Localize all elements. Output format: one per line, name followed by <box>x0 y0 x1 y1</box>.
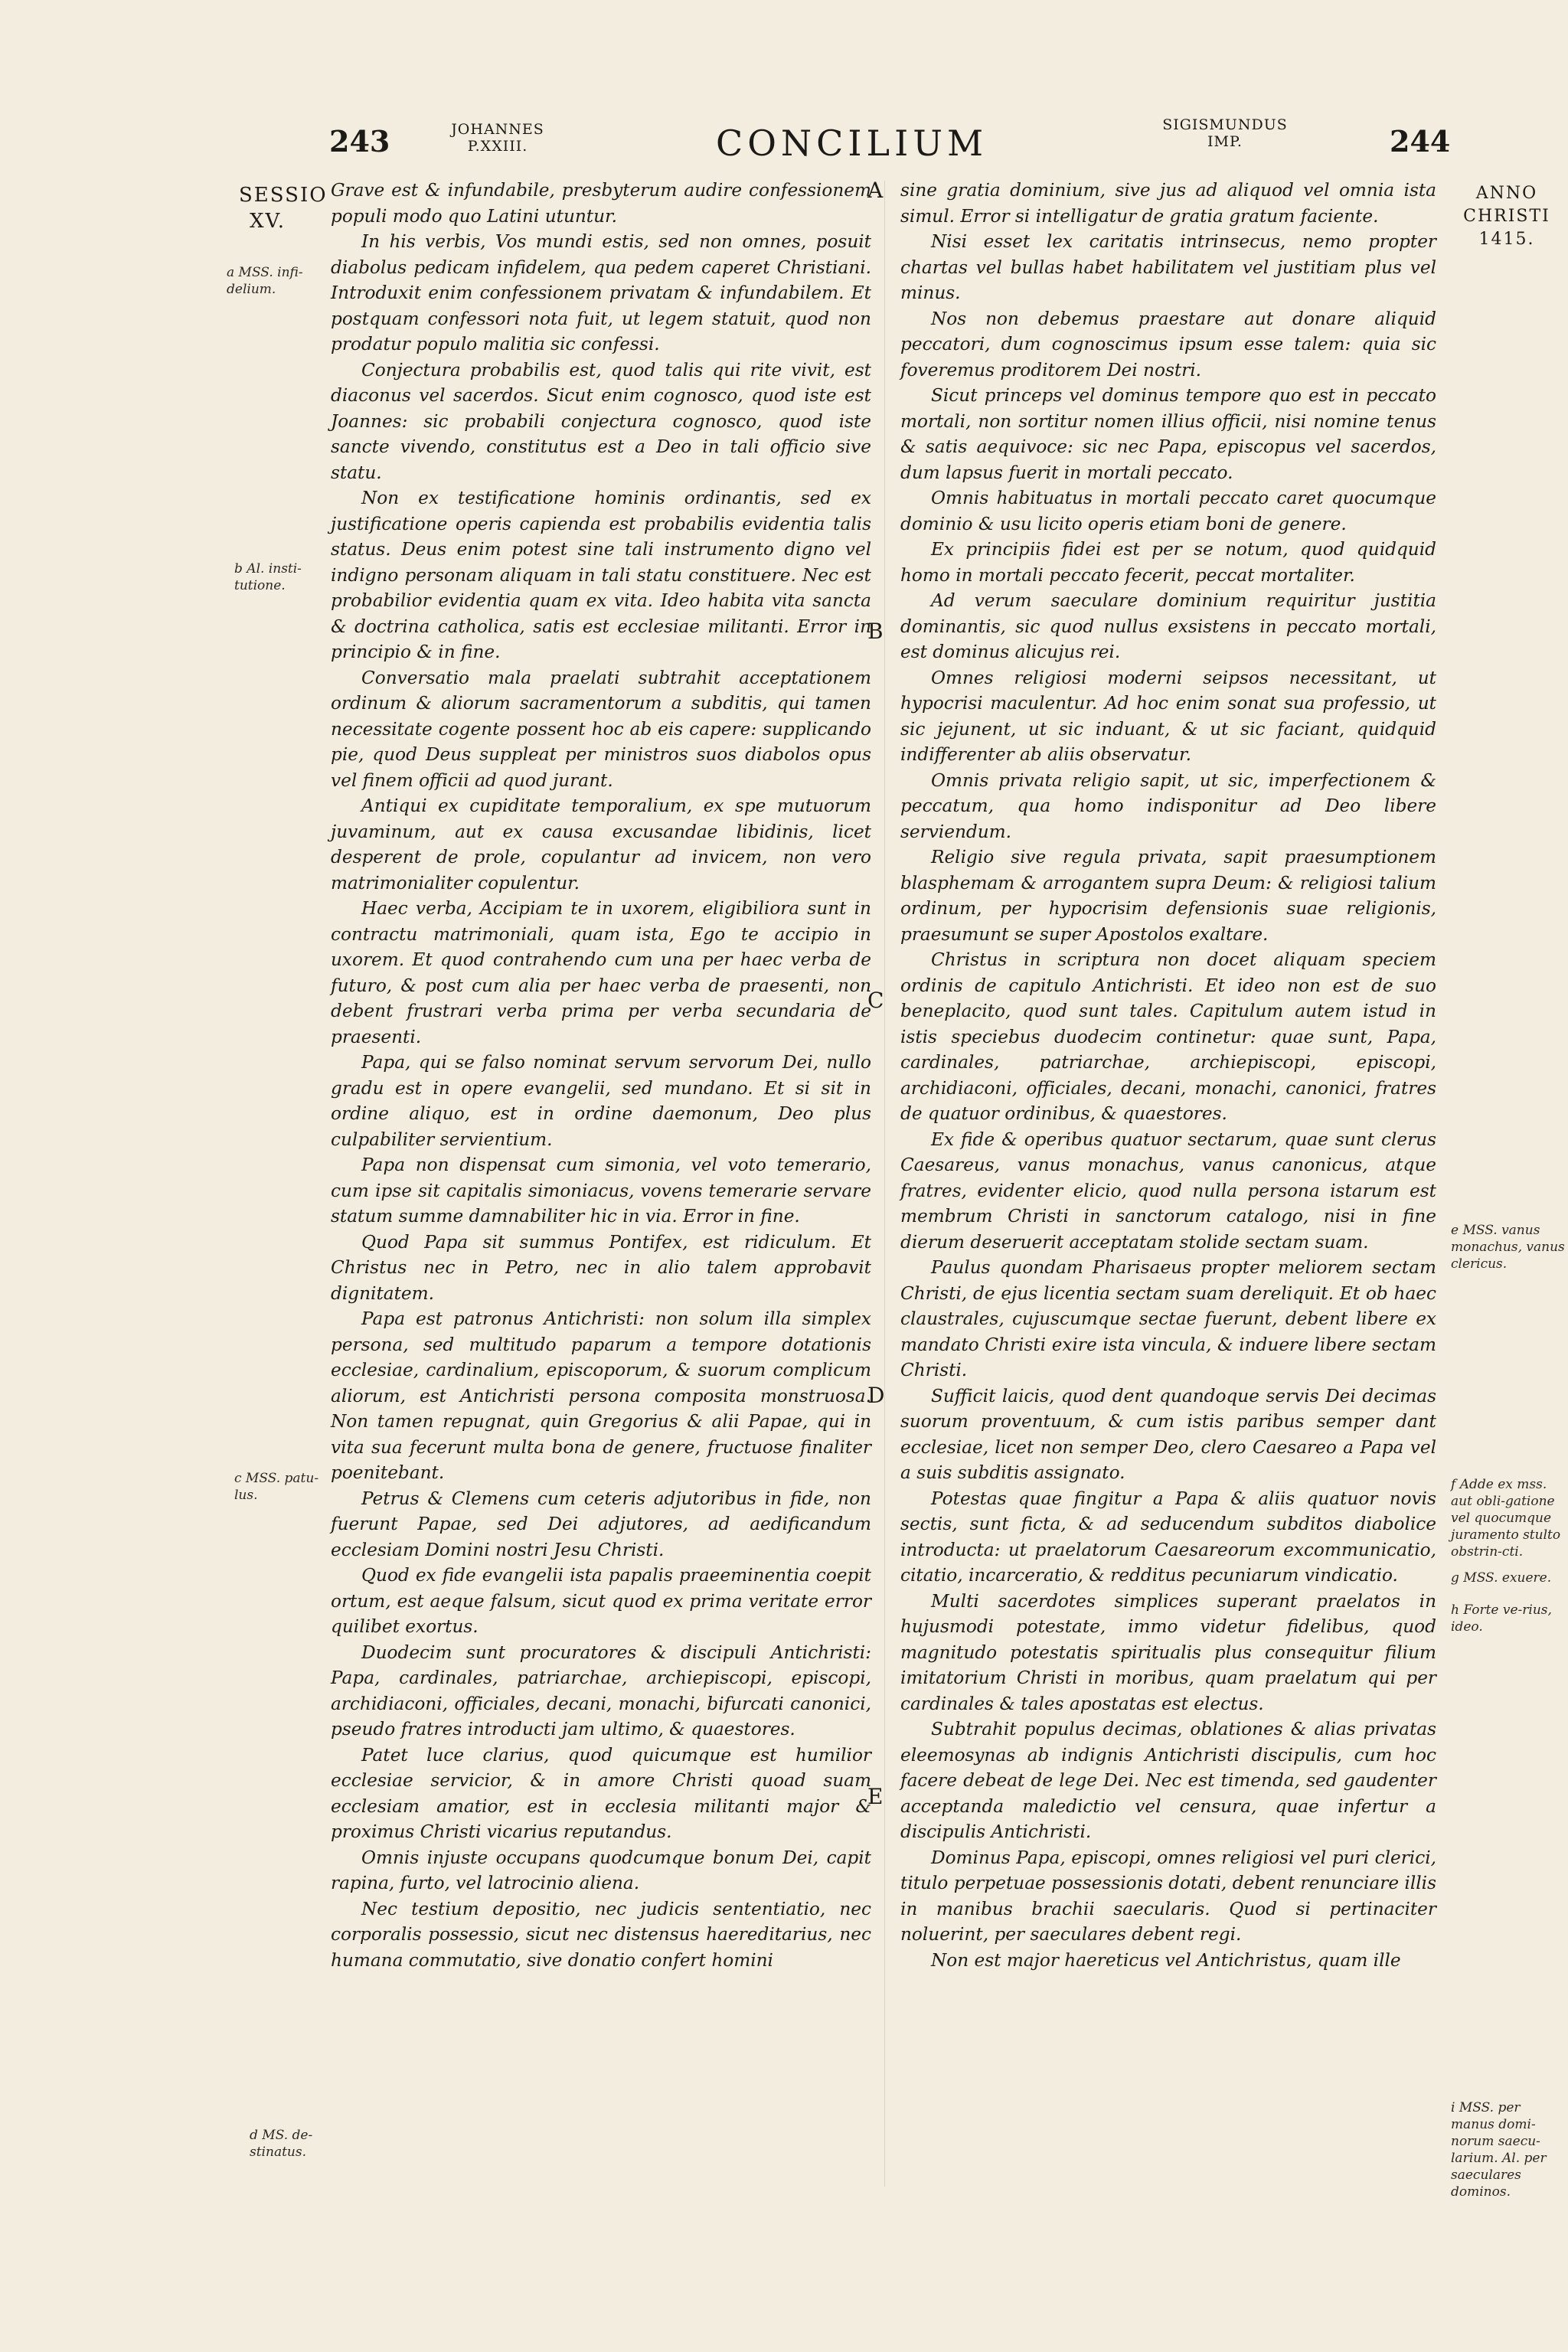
section-letter-c: C <box>867 988 884 1013</box>
paragraph: Omnes religiosi moderni seipsos necessitant, ut hypocrisi maculentur. Ad hoc enim sonat sua professio, ut sic jejunent, ut sic induant, & ut sic faciant, quidquid indifferenter ab aliis observatur. <box>900 667 1436 765</box>
margin-note-b: b Al. insti-tutione. <box>234 561 302 593</box>
column-gutter <box>884 181 885 2187</box>
section-letter-a: A <box>867 178 884 203</box>
text-column-right <box>900 178 1436 1973</box>
paragraph: Nos non debemus praestare aut donare aliquid peccatori, dum cognoscimus ipsum esse talem: quia sic foveremus proditorem Dei nostri. <box>900 308 1436 381</box>
section-letter-b: B <box>867 619 884 644</box>
sessio-word: SESSIO <box>239 184 328 207</box>
paragraph: Sufficit laicis, quod dent quandoque servis Dei decimas suorum proventuum, & cum istis paribus semper dant ecclesiae, licet non semper Deo, clero Caesareo a Papa vel a suis subditis assignato. <box>900 1385 1436 1483</box>
running-head-left <box>436 121 559 155</box>
paragraph: Omnis privata religio sapit, ut sic, imperfectionem & peccatum, qua homo indisponitur ad Deo libere serviendum. <box>900 769 1436 842</box>
paragraph: Christus in scriptura non docet aliquam speciem ordinis de capitulo Antichristi. Et ideo non est de suo beneplacito, quod sunt tales. Capitulum autem istud in istis speciebus duodecim continetur: quae sunt, Papa, cardinales, patriarchae, archiepiscopi, episcopi, archidiaconi, officiales, decani, monachi, canonici, fratres de quatuor ordinibus, & quaestores. <box>900 949 1436 1124</box>
christi-word: CHRISTI <box>1463 207 1550 226</box>
paragraph: Subtrahit populus decimas, oblationes & alias privatas eleemosynas ab indignis Antichristi discipulis, cum hoc facere debeat de lege Dei. Nec est timenda, sed gaudenter acceptanda maledictio vel censura, quae infertur a discipulis Antichristi. <box>900 1719 1436 1842</box>
running-title: CONCILIUM <box>716 122 988 164</box>
running-head-right <box>1152 116 1298 150</box>
section-letter-d: D <box>867 1383 885 1408</box>
running-head-right-line1: SIGISMUNDUS <box>1162 116 1288 133</box>
paragraph: Nec testium depositio, nec judicis sententiatio, nec corporalis possessio, sicut nec distensus haereditarius, nec humana commutatio, sive donatio confert homini <box>331 1898 871 1971</box>
running-head-left-line2: P.XXIII. <box>467 138 528 155</box>
paragraph: Potestas quae fingitur a Papa & aliis quatuor novis sectis, sunt ficta, & ad seducendum subditos diabolice introducta: ut praelatorum Caesareorum excommunicatio, citatio, incarceratio, & redditus pecuniarum vindicatio. <box>900 1488 1436 1586</box>
paragraph: Haec verba, Accipiam te in uxorem, eligibiliora sunt in contractu matrimoniali, quam ista, Ego te accipio in uxorem. Et quod contrahendo cum una per haec verba de futuro, & post cum alia per haec verba de praesenti, non debent frustrari verba prima per verba secundaria de praesenti. <box>331 898 871 1047</box>
running-head-left-line1: JOHANNES <box>451 121 544 138</box>
paragraph: Papa non dispensat cum simonia, vel voto temerario, cum ipse sit capitalis simoniacus, vovens temerarie servare statum summe damnabiliter hic in via. Error in fine. <box>331 1155 871 1227</box>
anno-year: 1415. <box>1478 230 1535 249</box>
paragraph: Omnis habituatus in mortali peccato caret quocumque dominio & usu licito operis etiam boni de genere. <box>900 488 1436 534</box>
text-column-left <box>331 178 871 1973</box>
paragraph: Ex fide & operibus quatuor sectarum, quae sunt clerus Caesareus, vanus monachus, vanus canonicus, atque fratres, evidenter elicio, quod nulla persona istarum est membrum Christi in sanctorum catalogo, nisi in fine dierum deseruerit acceptatam stolide sectam suam. <box>900 1129 1436 1253</box>
paragraph: Ad verum saeculare dominium requiritur justitia dominantis, sic quod nullus exsistens in peccato mortali, est dominus alicujus rei. <box>900 590 1436 662</box>
paragraph: Non est major haereticus vel Antichristus, quam ille <box>931 1949 1401 1971</box>
paragraph: Ex principiis fidei est per se notum, quod quidquid homo in mortali peccato fecerit, peccat mortaliter. <box>900 539 1436 586</box>
paragraph: Religio sive regula privata, sapit praesumptionem blasphemam & arrogantem supra Deum: & religiosi talium ordinum, per hypocrisim defensionis suae religionis, praesumunt se super Apostolos exaltare. <box>900 847 1436 945</box>
anno-christi-label <box>1461 182 1553 251</box>
paragraph: Duodecim sunt procuratores & discipuli Antichristi: Papa, cardinales, patriarchae, archiepiscopi, episcopi, archidiaconi, officiales, decani, monachi, bifurcati canonici, pseudo fratres introducti jam ultimo, & quaestores. <box>331 1642 871 1740</box>
paragraph: Quod ex fide evangelii ista papalis praeeminentia coepit ortum, est aeque falsum, sicut quod ex prima veritate error quilibet exortus. <box>331 1565 871 1637</box>
section-letter-e: E <box>867 1784 884 1809</box>
paragraph: In his verbis, Vos mundi estis, sed non omnes, posuit diabolus pedicam infidelem, qua pedem caperet Christiani. Introduxit enim confessionem privatam & infundabilem. Et postquam confessori nota fuit, ut legem statuit, quod non prodatur populo malitia sic confessi. <box>331 231 871 354</box>
paragraph: Nisi esset lex caritatis intrinsecus, nemo propter chartas vel bullas habet habilitatem vel justitiam plus vel minus. <box>900 231 1436 303</box>
anno-word: ANNO <box>1475 184 1538 203</box>
paragraph: sine gratia dominium, sive jus ad aliquod vel omnia ista simul. Error si intelligatur de gratia gratum faciente. <box>900 180 1436 227</box>
running-head-right-line2: IMP. <box>1207 133 1243 150</box>
paragraph: Papa, qui se falso nominat servum servorum Dei, nullo gradu est in opere evangelii, sed mundano. Et si sit in ordine aliquo, est in ordine daemonum, Deo plus culpabiliter servientium. <box>331 1052 871 1150</box>
paragraph: Papa est patronus Antichristi: non solum illa simplex persona, sed multitudo paparum a tempore dotationis ecclesiae, cardinalium, episcoporum, & suorum complicum aliorum, est Antichristi persona composita monstruosa. Non tamen repugnat, quin Gregorius & alii Papae, qui in vita sua fecerunt multa bona de genere, fructuose finaliter poenitebant. <box>331 1308 871 1483</box>
margin-note-e: e MSS. vanus monachus, vanus clericus. <box>1451 1223 1565 1272</box>
margin-note-g: g MSS. exuere. <box>1451 1570 1552 1586</box>
paragraph: Petrus & Clemens cum ceteris adjutoribus in fide, non fuerunt Papae, sed Dei adjutores, ad aedificandum ecclesiam Domini nostri Jesu Christi. <box>331 1488 871 1560</box>
paragraph: Antiqui ex cupiditate temporalium, ex spe mutuorum juvaminum, aut ex causa excusandae libidinis, licet desperent de prole, copulantur ad invicem, non vero matrimonialiter copulentur. <box>331 795 871 893</box>
sessio-number: XV. <box>250 210 286 233</box>
margin-note-i: i MSS. per manus domi-norum saecu-larium. Al. per saeculares dominos. <box>1451 2100 1547 2200</box>
paragraph: Patet luce clarius, quod quicumque est humilior ecclesiae servicior, & in amore Christi quoad suam ecclesiam amatior, est in ecclesia militanti major & proximus Christi vicarius reputandus. <box>331 1744 871 1842</box>
paragraph: Grave est & infundabile, presbyterum audire confessionem populi modo quo Latini utuntur. <box>331 180 871 227</box>
margin-note-f: f Adde ex mss. aut obli-gatione vel quocumque juramento stulto obstrin-cti. <box>1451 1477 1561 1560</box>
margin-note-d: d MS. de-stinatus. <box>250 2128 313 2160</box>
paragraph: Conversatio mala praelati subtrahit acceptationem ordinum & aliorum sacramentorum a subditis, qui tamen necessitate cogente possent hoc ab eis capere: supplicando pie, quod Deus suppleat per ministros suos diabolos opus vel finem officii ad quod jurant. <box>331 667 871 791</box>
paragraph: Non ex testificatione hominis ordinantis, sed ex justificatione operis capienda est probabilis evidentia talis status. Deus enim potest sine tali instrumento digno vel indigno personam aliquam in tali statu constituere. Nec est probabilior evidentia quam ex vita. Ideo habita vita sancta & doctrina catholica, satis est ecclesiae militanti. Error in principio & in fine. <box>331 488 871 662</box>
page-number-right: 244 <box>1390 124 1451 158</box>
paragraph: Omnis injuste occupans quodcumque bonum Dei, capit rapina, furto, vel latrocinio aliena. <box>331 1847 871 1893</box>
sessio-label <box>239 182 328 234</box>
margin-note-h: h Forte ve-rius, ideo. <box>1451 1602 1552 1635</box>
paragraph: Conjectura probabilis est, quod talis qui rite vivit, est diaconus vel sacerdos. Sicut enim cognosco, quod iste est Joannes: sic probabili conjectura cognosco, quod iste sancte vivendo, constitutus est a Deo in tali officio sive statu. <box>331 359 871 483</box>
margin-note-a: a MSS. infi-delium. <box>227 265 303 297</box>
page-header <box>0 115 1568 176</box>
paragraph: Paulus quondam Pharisaeus propter meliorem sectam Christi, de ejus licentia sectam suam dereliquit. Et ob haec claustrales, cujuscumque sectae fuerunt, debent libere ex mandato Christi exire ista vincula, & induere libere sectam Christi. <box>900 1257 1436 1380</box>
margin-note-c: c MSS. patu-lus. <box>234 1471 319 1503</box>
page-number-left: 243 <box>329 124 390 158</box>
paragraph: Sicut princeps vel dominus tempore quo est in peccato mortali, non sortitur nomen illius officii, nisi nomine tenus & satis aequivoce: sic nec Papa, episcopus vel sacerdos, dum lapsus fuerit in mortali peccato. <box>900 385 1436 483</box>
paragraph: Multi sacerdotes simplices superant praelatos in hujusmodi potestate, immo videtur fidelibus, quod magnitudo potestatis spiritualis plus consequitur filium imitatorium Christi in moribus, quam praelatum qui per cardinales & tales apostatas est electus. <box>900 1590 1436 1714</box>
paragraph: Quod Papa sit summus Pontifex, est ridiculum. Et Christus nec in Petro, nec in alio talem approbavit dignitatem. <box>331 1231 871 1304</box>
paragraph: Dominus Papa, episcopi, omnes religiosi vel puri clerici, titulo perpetuae possessionis dotati, debent renunciare illis in manibus brachii saecularis. Quod si pertinaciter noluerint, per saeculares debent regi. <box>900 1847 1436 1945</box>
